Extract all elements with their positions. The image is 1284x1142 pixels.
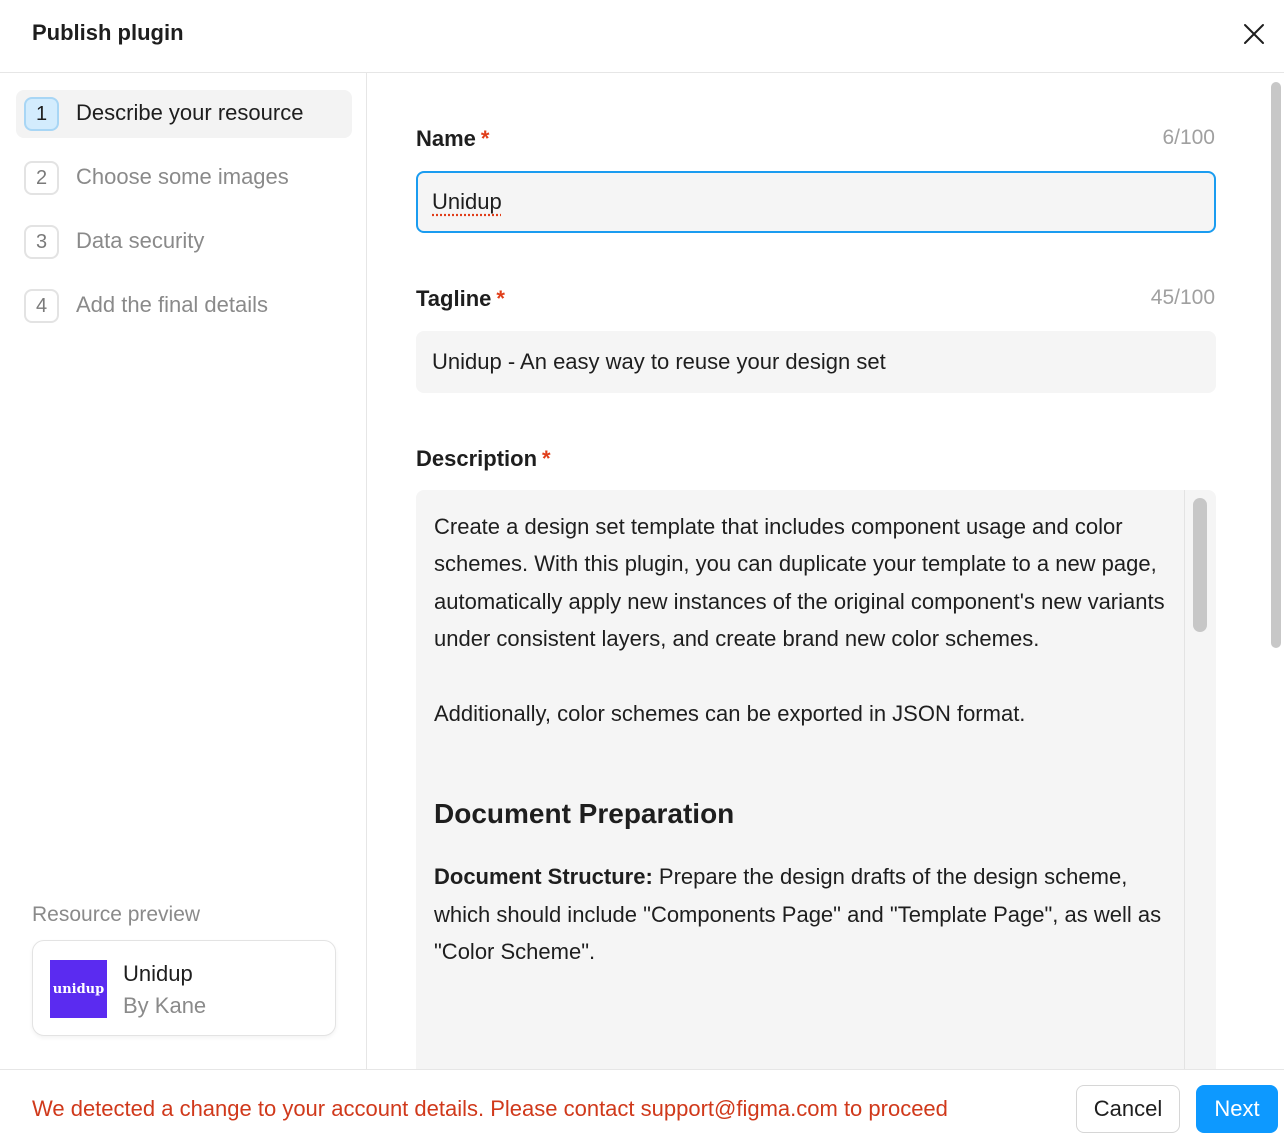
step-label: Data security bbox=[76, 228, 205, 253]
cancel-button[interactable]: Cancel bbox=[1076, 1085, 1180, 1133]
step-label: Choose some images bbox=[76, 164, 289, 189]
step-choose-images[interactable] bbox=[16, 154, 352, 202]
required-asterisk: * bbox=[480, 126, 490, 151]
dialog-footer bbox=[0, 1069, 1284, 1142]
step-data-security[interactable] bbox=[16, 218, 352, 266]
description-structure-text: Prepare the design drafts of the design scheme, which should include "Components Page" and "Template Page", as well as "Color Scheme". bbox=[434, 864, 1162, 965]
tagline-input-value: Unidup - An easy way to reuse your design set bbox=[432, 349, 886, 374]
name-counter: 6/100 bbox=[1162, 126, 1215, 149]
step-number: 4 bbox=[24, 289, 59, 323]
plugin-logo bbox=[50, 960, 107, 1018]
description-bold-label: Document Structure: bbox=[434, 864, 653, 890]
description-textarea[interactable] bbox=[416, 490, 1216, 1070]
required-asterisk: * bbox=[542, 446, 551, 471]
resource-preview-card bbox=[32, 940, 336, 1036]
tagline-input[interactable] bbox=[416, 331, 1216, 393]
step-number: 3 bbox=[24, 225, 59, 259]
step-describe-resource[interactable] bbox=[16, 90, 352, 138]
description-label-text: Description bbox=[416, 446, 538, 471]
close-icon bbox=[1243, 23, 1265, 45]
step-number: 1 bbox=[24, 97, 59, 131]
step-number: 2 bbox=[24, 161, 59, 195]
description-label bbox=[416, 446, 551, 472]
description-scrollbar[interactable] bbox=[1184, 490, 1216, 1070]
required-asterisk: * bbox=[496, 286, 505, 311]
name-label bbox=[416, 126, 489, 152]
step-label: Describe your resource bbox=[76, 100, 304, 125]
tagline-label-text: Tagline bbox=[416, 286, 492, 311]
plugin-author: By Kane bbox=[123, 993, 207, 1018]
description-paragraph bbox=[434, 858, 1174, 970]
dialog-header bbox=[0, 0, 1284, 73]
resource-preview-heading: Resource preview bbox=[32, 903, 201, 926]
plugin-name: Unidup bbox=[123, 961, 193, 986]
step-final-details[interactable] bbox=[16, 282, 352, 330]
plugin-logo-text: unidup bbox=[52, 981, 105, 997]
tagline-counter: 45/100 bbox=[1150, 286, 1215, 309]
description-scrollbar-thumb[interactable] bbox=[1193, 498, 1207, 632]
step-label: Add the final details bbox=[76, 292, 269, 317]
error-message: We detected a change to your account details. Please contact support@figma.com to proceed bbox=[32, 1096, 948, 1121]
name-label-text: Name bbox=[416, 126, 476, 151]
description-paragraph: Additionally, color schemes can be exported in JSON format. bbox=[434, 701, 1026, 727]
description-heading: Document Preparation bbox=[434, 798, 735, 830]
name-input[interactable] bbox=[416, 171, 1216, 233]
dialog-title: Publish plugin bbox=[32, 20, 184, 45]
close-button[interactable] bbox=[1238, 18, 1270, 50]
description-paragraph: Create a design set template that includes component usage and color schemes. With this plugin, you can duplicate your template to a new page, automatically apply new instances of the original component's new variants under consistent layers, and create brand new color schemes. bbox=[434, 514, 1165, 652]
name-input-value: Unidup bbox=[432, 189, 502, 214]
next-button[interactable]: Next bbox=[1196, 1085, 1278, 1133]
tagline-label bbox=[416, 286, 505, 312]
description-content bbox=[434, 508, 1174, 971]
form-scrollbar[interactable] bbox=[1271, 82, 1281, 648]
steps-sidebar bbox=[0, 73, 367, 1069]
